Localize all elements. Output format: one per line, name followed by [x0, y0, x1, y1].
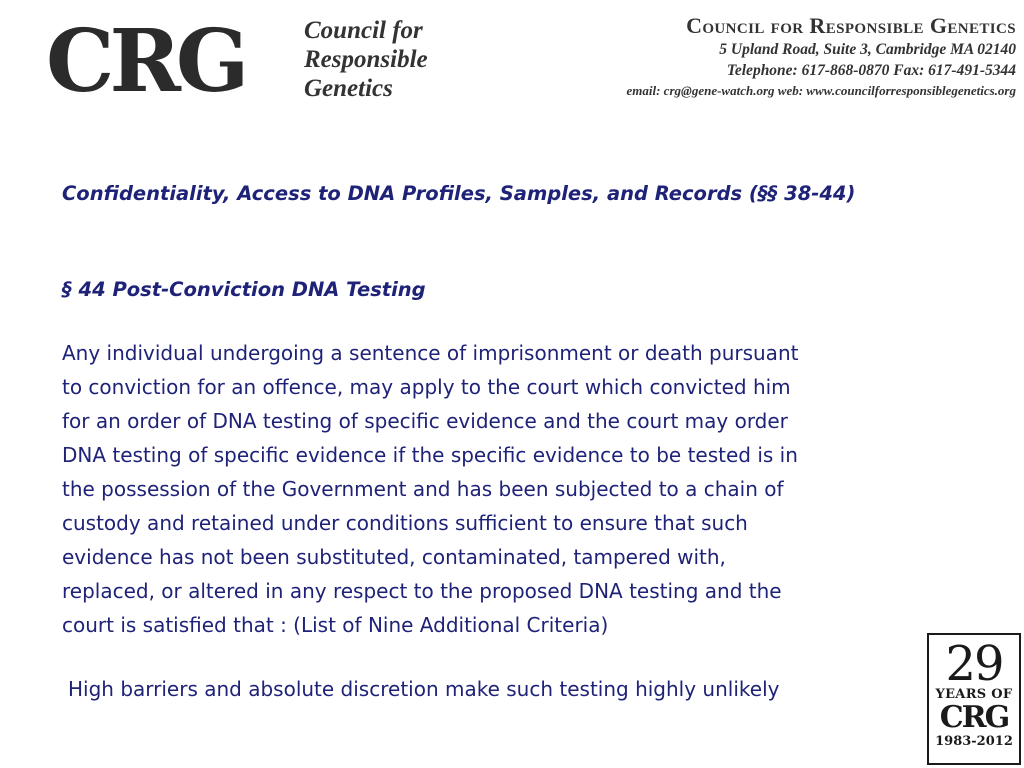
- conclusion-statement: High barriers and absolute discretion make such testing highly unlikely: [68, 677, 780, 701]
- paragraph-line: DNA testing of specific evidence if the specific evidence to be tested is in: [62, 443, 798, 467]
- contact-org-name: Council for Responsible Genetics: [686, 13, 1016, 38]
- body-paragraph: [62, 336, 922, 642]
- paragraph-line: custody and retained under conditions sufficient to ensure that such: [62, 511, 748, 535]
- section-title: Confidentiality, Access to DNA Profiles, Samples, and Records (§§ 38-44): [62, 182, 856, 205]
- logo-name-line-2: Responsible: [304, 46, 428, 73]
- paragraph-line: for an order of DNA testing of specific evidence and the court may order: [62, 409, 788, 433]
- badge-crg: CRG: [939, 700, 1009, 735]
- contact-block: [456, 13, 1016, 100]
- logo-name-line-1: Council for: [304, 17, 423, 44]
- paragraph-line: Any individual undergoing a sentence of imprisonment or death pursuant: [62, 341, 799, 365]
- badge-year-range: 1983-2012: [935, 734, 1013, 749]
- logo-mark: CRG: [46, 11, 245, 112]
- paragraph-line: the possession of the Government and has been subjected to a chain of: [62, 477, 784, 501]
- badge-years-number: 29: [945, 636, 1003, 692]
- contact-email-web: email: crg@gene-watch.org web: www.councilforresponsiblegenetics.org: [626, 83, 1016, 98]
- paragraph-line: to conviction for an offence, may apply to the court which convicted him: [62, 375, 791, 399]
- paragraph-line: court is satisfied that : (List of Nine Additional Criteria): [62, 613, 609, 637]
- anniversary-badge: [927, 633, 1021, 765]
- badge-years-of: YEARS OF: [935, 687, 1013, 702]
- logo-org-name: [304, 16, 428, 103]
- crg-logo: [46, 11, 466, 112]
- paragraph-line: evidence has not been substituted, contaminated, tampered with,: [62, 545, 726, 569]
- paragraph-line: replaced, or altered in any respect to the proposed DNA testing and the: [62, 579, 782, 603]
- subsection-title: § 44 Post-Conviction DNA Testing: [62, 278, 426, 301]
- logo-name-line-3: Genetics: [304, 75, 393, 102]
- contact-phone-fax: Telephone: 617-868-0870 Fax: 617-491-5344: [726, 62, 1016, 79]
- contact-address: 5 Upland Road, Suite 3, Cambridge MA 02140: [719, 41, 1016, 58]
